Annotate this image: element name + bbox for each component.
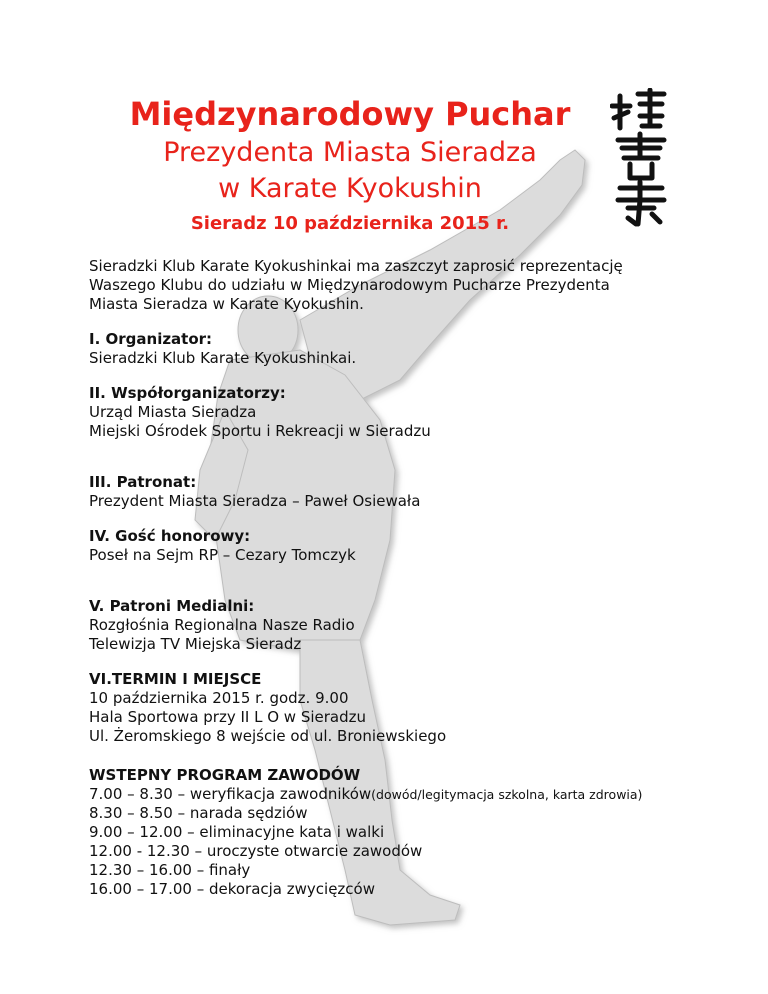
event-title: Międzynarodowy Puchar	[129, 95, 571, 133]
section-line: Rozgłośnia Regionalna Nasze Radio	[89, 616, 355, 634]
document-body	[89, 257, 689, 899]
program-item: 9.00 – 12.00 – eliminacyjne kata i walki	[89, 823, 385, 841]
section-line: Urząd Miasta Sieradza	[89, 403, 257, 421]
section-venue	[89, 670, 689, 746]
intro-paragraph	[89, 257, 689, 314]
section-title: I. Organizator:	[89, 330, 213, 348]
section-title: IV. Gość honorowy:	[89, 527, 251, 545]
section-line: 10 października 2015 r. godz. 9.00	[89, 689, 349, 707]
program-item-note: (dowód/legitymacja szkolna, karta zdrowia)	[371, 787, 643, 802]
program-item: 12.00 - 12.30 – uroczyste otwarcie zawodów	[89, 842, 423, 860]
program-item	[89, 785, 689, 804]
section-guest	[89, 527, 689, 565]
section-coorganizers	[89, 384, 689, 441]
event-header	[0, 95, 700, 237]
intro-line: Waszego Klubu do udziału w Międzynarodowym Pucharze Prezydenta	[89, 276, 610, 294]
section-title: III. Patronat:	[89, 473, 197, 491]
section-line: Sieradzki Klub Karate Kyokushinkai.	[89, 349, 357, 367]
program-title: WSTEPNY PROGRAM ZAWODÓW	[89, 766, 361, 784]
program-item: 8.30 – 8.50 – narada sędziów	[89, 804, 308, 822]
section-title: V. Patroni Medialni:	[89, 597, 255, 615]
program-item: 16.00 – 17.00 – dekoracja zwycięzców	[89, 880, 375, 898]
event-subtitle-line1: Prezydenta Miasta Sieradza	[163, 137, 537, 168]
section-title: II. Współorganizatorzy:	[89, 384, 286, 402]
section-media	[89, 597, 689, 654]
section-line: Telewizja TV Miejska Sieradz	[89, 635, 302, 653]
section-line: Ul. Żeromskiego 8 wejście od ul. Broniewskiego	[89, 727, 447, 745]
event-date: Sieradz 10 października 2015 r.	[190, 213, 510, 234]
program-section	[89, 766, 689, 899]
event-subtitle-line2: w Karate Kyokushin	[218, 173, 482, 204]
section-line: Prezydent Miasta Sieradza – Paweł Osiewała	[89, 492, 421, 510]
section-line: Miejski Ośrodek Sportu i Rekreacji w Sieradzu	[89, 422, 431, 440]
section-patronage	[89, 473, 689, 511]
program-item-text: 7.00 – 8.30 – weryfikacja zawodników	[89, 785, 372, 803]
intro-line: Sieradzki Klub Karate Kyokushinkai ma zaszczyt zaprosić reprezentację	[89, 257, 623, 275]
intro-line: Miasta Sieradza w Karate Kyokushin.	[89, 295, 364, 313]
section-line: Hala Sportowa przy II L O w Sieradzu	[89, 708, 367, 726]
section-line: Poseł na Sejm RP – Cezary Tomczyk	[89, 546, 356, 564]
section-organizer	[89, 330, 689, 368]
section-title: VI.TERMIN I MIEJSCE	[89, 670, 262, 688]
program-item: 12.30 – 16.00 – finały	[89, 861, 251, 879]
